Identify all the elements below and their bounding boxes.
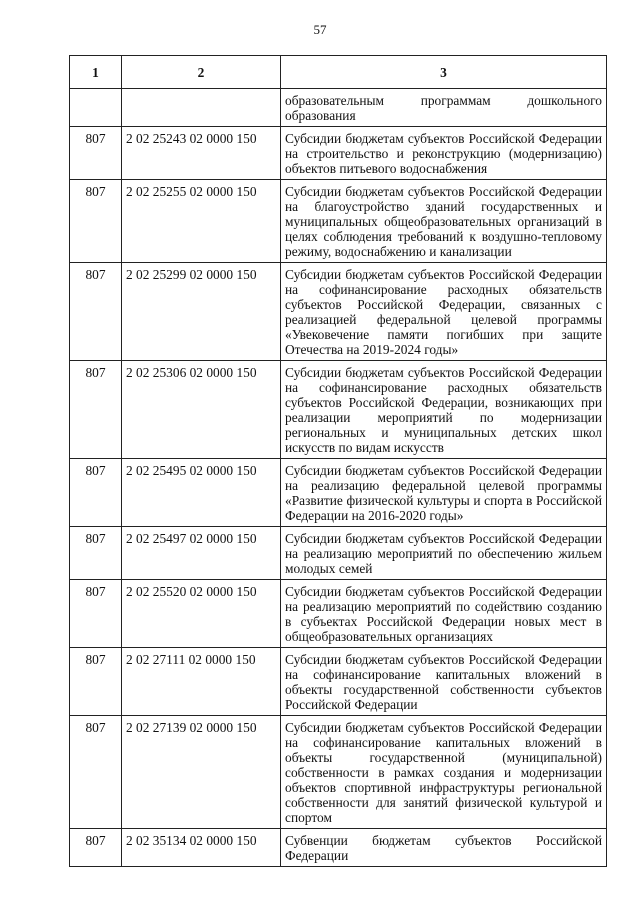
description-cell: Субсидии бюджетам субъектов Российской Федерации на реализацию мероприятий по обеспечению жильем молодых семей <box>281 527 607 580</box>
budget-code-cell: 2 02 25243 02 0000 150 <box>122 127 281 180</box>
admin-code-cell: 807 <box>70 361 122 459</box>
budget-code-cell: 2 02 25520 02 0000 150 <box>122 580 281 648</box>
admin-code-cell <box>70 89 122 127</box>
table-row <box>70 263 607 361</box>
budget-code-cell: 2 02 25255 02 0000 150 <box>122 180 281 263</box>
admin-code-cell: 807 <box>70 716 122 829</box>
table-row <box>70 527 607 580</box>
table-row <box>70 127 607 180</box>
description-cell: Субсидии бюджетам субъектов Российской Федерации на строительство и реконструкцию (модернизацию) объектов питьевого водоснабжения <box>281 127 607 180</box>
admin-code-cell: 807 <box>70 127 122 180</box>
budget-code-cell: 2 02 27139 02 0000 150 <box>122 716 281 829</box>
table-row <box>70 361 607 459</box>
budget-code-cell <box>122 89 281 127</box>
column-header-2: 2 <box>122 56 281 89</box>
description-cell: Субсидии бюджетам субъектов Российской Федерации на реализацию мероприятий по содействию созданию в субъектах Российской Федерации новых мест в общеобразовательных организациях <box>281 580 607 648</box>
description-cell: Субсидии бюджетам субъектов Российской Федерации на софинансирование расходных обязательств субъектов Российской Федерации, возникающих при реализации мероприятий по модернизации региональных и муниципальных детских школ искусств по видам искусств <box>281 361 607 459</box>
description-cell: Субсидии бюджетам субъектов Российской Федерации на реализацию федеральной целевой программы «Развитие физической культуры и спорта в Российской Федерации на 2016-2020 годы» <box>281 459 607 527</box>
admin-code-cell: 807 <box>70 263 122 361</box>
table-row <box>70 580 607 648</box>
table-header-row <box>70 56 607 89</box>
table-row <box>70 716 607 829</box>
description-cell: Субсидии бюджетам субъектов Российской Федерации на софинансирование расходных обязательств субъектов Российской Федерации, связанных с реализацией федеральной целевой программы «Увековечение памяти погибших при защите Отечества на 2019-2024 годы» <box>281 263 607 361</box>
description-cell: образовательным программам дошкольного образования <box>281 89 607 127</box>
budget-code-cell: 2 02 35134 02 0000 150 <box>122 829 281 867</box>
description-cell: Субсидии бюджетам субъектов Российской Федерации на софинансирование капитальных вложений в объекты государственной (муниципальной) собственности в рамках создания и модернизации объектов спортивной инфраструктуры региональной собственности для занятий физической культурой и спортом <box>281 716 607 829</box>
description-cell: Субвенции бюджетам субъектов Российской Федерации <box>281 829 607 867</box>
budget-codes-table <box>69 55 607 867</box>
admin-code-cell: 807 <box>70 180 122 263</box>
table-row <box>70 648 607 716</box>
table-row <box>70 459 607 527</box>
admin-code-cell: 807 <box>70 580 122 648</box>
description-cell: Субсидии бюджетам субъектов Российской Федерации на благоустройство зданий государственных и муниципальных общеобразовательных организаций в целях соблюдения требований к воздушно-тепловому режиму, водоснабжению и канализации <box>281 180 607 263</box>
page-number: 57 <box>313 22 327 37</box>
admin-code-cell: 807 <box>70 527 122 580</box>
admin-code-cell: 807 <box>70 459 122 527</box>
budget-code-cell: 2 02 25306 02 0000 150 <box>122 361 281 459</box>
budget-code-cell: 2 02 27111 02 0000 150 <box>122 648 281 716</box>
column-header-1: 1 <box>70 56 122 89</box>
table-row <box>70 829 607 867</box>
budget-code-cell: 2 02 25495 02 0000 150 <box>122 459 281 527</box>
admin-code-cell: 807 <box>70 829 122 867</box>
table-row <box>70 89 607 127</box>
budget-code-cell: 2 02 25299 02 0000 150 <box>122 263 281 361</box>
budget-code-cell: 2 02 25497 02 0000 150 <box>122 527 281 580</box>
description-cell: Субсидии бюджетам субъектов Российской Федерации на софинансирование капитальных вложений в объекты государственной собственности субъектов Российской Федерации <box>281 648 607 716</box>
column-header-3: 3 <box>281 56 607 89</box>
admin-code-cell: 807 <box>70 648 122 716</box>
table-row <box>70 180 607 263</box>
